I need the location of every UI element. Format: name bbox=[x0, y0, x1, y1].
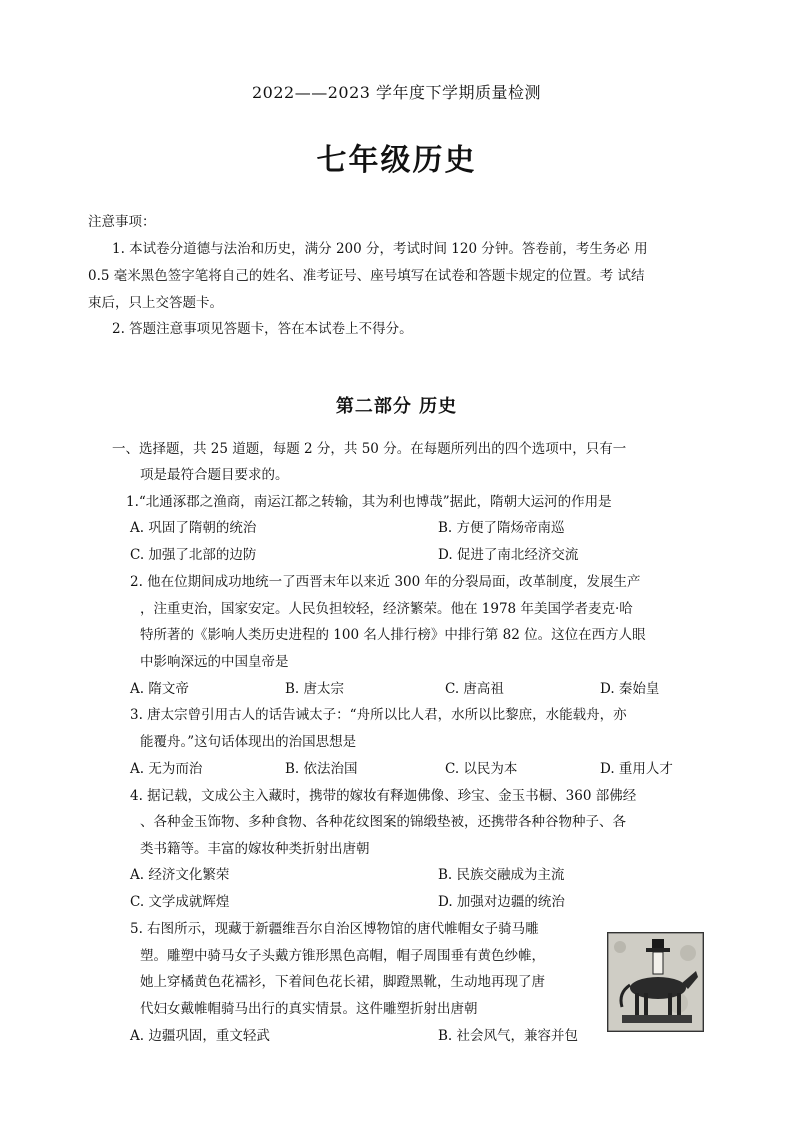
notice-line: 2. 答题注意事项见答题卡，答在本试卷上不得分。 bbox=[112, 321, 413, 337]
exam-header: 2022——2023 学年度下学期质量检测 bbox=[251, 83, 542, 102]
question-1-option-d: D. 促进了南北经济交流 bbox=[438, 547, 579, 563]
question-4-stem: 、各种金玉饰物、多种食物、各种花纹图案的锦缎垫被，还携带各种谷物种子、各 bbox=[140, 814, 626, 830]
question-4-stem: 类书籍等。丰富的嫁妆种类折射出唐朝 bbox=[140, 841, 370, 857]
notice-line: 1. 本试卷分道德与法治和历史，满分 200 分，考试时间 120 分钟。答卷前，考生务必 用 bbox=[112, 241, 648, 257]
question-5-stem: 代妇女戴帷帽骑马出行的真实情景。这件雕塑折射出唐朝 bbox=[140, 1001, 478, 1017]
notice-line: 束后，只上交答题卡。 bbox=[88, 295, 223, 311]
question-2-option-a: A. 隋文帝 bbox=[130, 681, 189, 697]
question-2-option-d: D. 秦始皇 bbox=[600, 681, 660, 697]
question-5-option-a: A. 边疆巩固，重文轻武 bbox=[130, 1028, 270, 1044]
question-2-option-c: C. 唐高祖 bbox=[445, 681, 504, 697]
question-1-option-a: A. 巩固了隋朝的统治 bbox=[130, 520, 257, 536]
question-1-option-c: C. 加强了北部的边防 bbox=[130, 547, 257, 563]
instruction-line: 项是最符合题目要求的。 bbox=[140, 467, 289, 483]
question-3-stem: 能覆舟。”这句话体现出的治国思想是 bbox=[140, 734, 357, 750]
question-2-stem: ，注重吏治，国家安定。人民负担较轻，经济繁荣。他在 1978 年美国学者麦克·哈 bbox=[140, 601, 633, 617]
question-2-stem: 2. 他在位期间成功地统一了西晋末年以来近 300 年的分裂局面，改革制度，发展生产 bbox=[130, 574, 641, 590]
instruction-line: 一、选择题，共 25 道题，每题 2 分，共 50 分。在每题所列出的四个选项中，只有一 bbox=[112, 441, 627, 457]
question-2-stem: 特所著的《影响人类历史进程的 100 名人排行榜》中排行第 82 位。这位在西方人眼 bbox=[140, 627, 646, 643]
notice-heading: 注意事项： bbox=[88, 214, 156, 230]
question-3-option-a: A. 无为而治 bbox=[130, 761, 203, 777]
exam-title: 七年级历史 bbox=[316, 143, 477, 178]
question-3-option-d: D. 重用人才 bbox=[600, 761, 673, 777]
question-4-option-a: A. 经济文化繁荣 bbox=[130, 867, 230, 883]
question-4-option-c: C. 文学成就辉煌 bbox=[130, 894, 230, 910]
question-1-stem: 1.“北通涿郡之渔商，南运江都之转输，其为利也博哉”据此，隋朝大运河的作用是 bbox=[126, 494, 612, 510]
question-5-stem: 5. 右图所示，现藏于新疆维吾尔自治区博物馆的唐代帷帽女子骑马雕 bbox=[130, 921, 539, 937]
question-1-option-b: B. 方便了隋炀帝南巡 bbox=[438, 520, 565, 536]
question-4-option-b: B. 民族交融成为主流 bbox=[438, 867, 565, 883]
question-3-stem: 3. 唐太宗曾引用古人的话告诫太子：“舟所以比人君，水所以比黎庶，水能载舟，亦 bbox=[130, 707, 627, 723]
question-2-option-b: B. 唐太宗 bbox=[285, 681, 345, 697]
sculpture-drawing bbox=[608, 933, 703, 1031]
question-2-stem: 中影响深远的中国皇帝是 bbox=[140, 654, 289, 670]
notice-line: 0.5 毫米黑色签字笔将自己的姓名、准考证号、座号填写在试卷和答题卡规定的位置。考 试结 bbox=[88, 268, 645, 284]
question-3-option-c: C. 以民为本 bbox=[445, 761, 518, 777]
question-5-option-b: B. 社会风气，兼容并包 bbox=[438, 1028, 579, 1044]
question-3-option-b: B. 依法治国 bbox=[285, 761, 358, 777]
question-4-stem: 4. 据记载，文成公主入藏时，携带的嫁妆有释迦佛像、珍宝、金玉书橱、360 部佛经 bbox=[130, 788, 637, 804]
question-4-option-d: D. 加强对边疆的统治 bbox=[438, 894, 565, 910]
question-5-stem: 她上穿橘黄色花襦衫，下着间色花长裙，脚蹬黑靴，生动地再现了唐 bbox=[140, 974, 545, 990]
tang-female-rider-sculpture-image bbox=[607, 932, 704, 1032]
question-5-stem: 塑。雕塑中骑马女子头戴方锥形黑色高帽，帽子周围垂有黄色纱帷， bbox=[140, 948, 545, 964]
section-title: 第二部分 历史 bbox=[335, 396, 458, 417]
